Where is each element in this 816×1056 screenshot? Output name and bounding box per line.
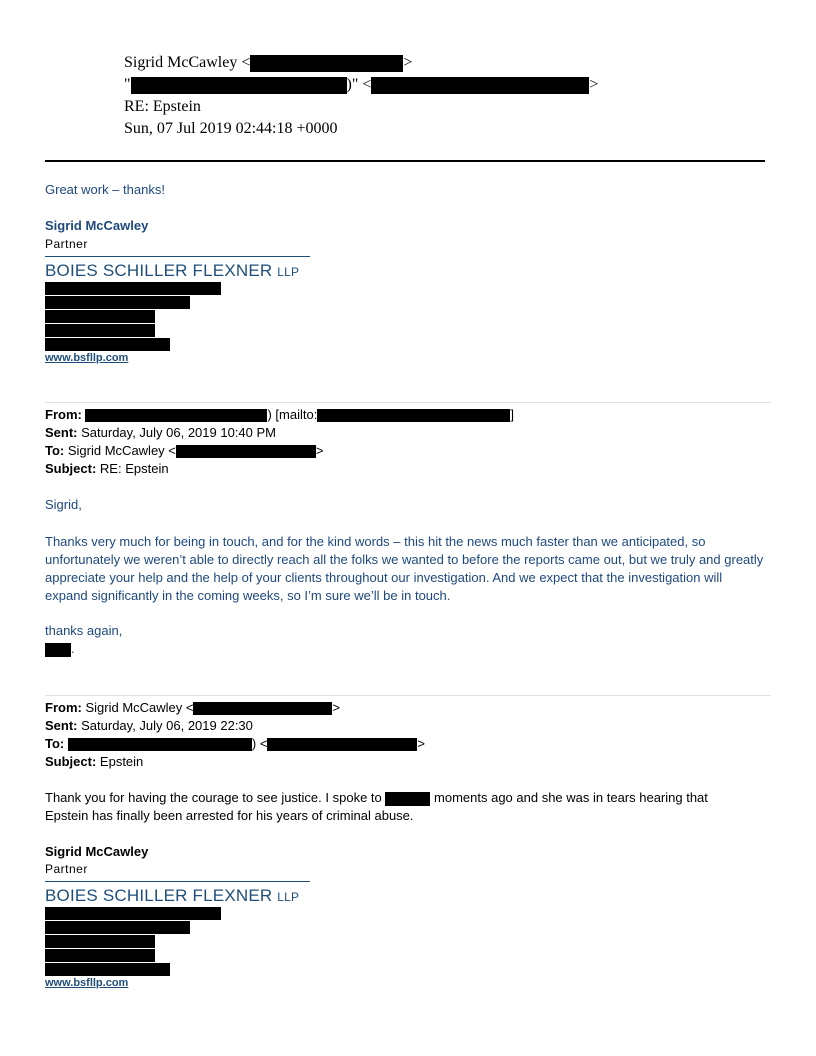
msg2-from-mid: ) [mailto:	[267, 407, 318, 422]
redaction-block	[45, 324, 155, 337]
msg2-to-row	[45, 443, 323, 458]
redaction-block	[250, 55, 403, 72]
msg3-from-row	[45, 700, 340, 715]
redaction-block	[371, 77, 589, 94]
signature-name: Sigrid McCawley	[45, 218, 149, 233]
msg2-to-label: To:	[45, 443, 65, 458]
msg3-from-value: Sigrid McCawley <	[85, 700, 194, 715]
redaction-block	[45, 338, 170, 351]
msg3-sent-value: Saturday, July 06, 2019 22:30	[81, 718, 253, 733]
message-separator	[45, 402, 771, 403]
header-to-close: >	[589, 76, 599, 93]
msg3-from-close: >	[332, 700, 341, 715]
message-separator	[45, 695, 771, 696]
redaction-block	[317, 409, 510, 422]
signature-rule-2	[45, 881, 310, 882]
msg3-body-part1: Thank you for having the courage to see justice. I spoke to	[45, 790, 382, 805]
firm-name: BOIES SCHILLER FLEXNER	[45, 261, 273, 280]
msg2-from-label: From:	[45, 407, 82, 422]
firm-suffix: LLP	[277, 265, 300, 279]
msg2-greeting: Sigrid,	[45, 497, 82, 512]
redaction-block	[131, 77, 347, 94]
msg3-subject-row	[45, 754, 143, 769]
redaction-block	[45, 310, 155, 323]
msg3-sent-label: Sent:	[45, 718, 78, 733]
website-link-2[interactable]: www.bsfllp.com	[45, 977, 129, 989]
signature-title: Partner	[45, 237, 88, 251]
redaction-block	[45, 963, 170, 976]
msg2-to-close: >	[315, 443, 324, 458]
msg2-signoff-tail: .	[71, 641, 75, 656]
msg2-from-row	[45, 407, 514, 422]
redaction-block	[193, 702, 332, 715]
redaction-block	[267, 738, 417, 751]
msg2-closing: thanks again,	[45, 623, 123, 638]
header-from-close: >	[403, 54, 413, 71]
msg3-to-label: To:	[45, 736, 65, 751]
msg2-sent-row	[45, 425, 276, 440]
msg2-sent-label: Sent:	[45, 425, 78, 440]
redaction-block	[45, 907, 221, 920]
header-to-mid: )" <	[346, 76, 372, 93]
header-divider	[45, 160, 765, 162]
redaction-block	[45, 921, 190, 934]
redaction-block	[45, 282, 221, 295]
redaction-block	[385, 792, 430, 806]
redaction-block	[45, 935, 155, 948]
msg3-subject-label: Subject:	[45, 754, 97, 769]
msg2-to-value: Sigrid McCawley <	[67, 443, 176, 458]
redaction-block	[68, 738, 252, 751]
redaction-block	[45, 296, 190, 309]
msg3-sent-row	[45, 718, 253, 733]
msg3-body-line1	[45, 790, 708, 806]
msg2-sent-value: Saturday, July 06, 2019 10:40 PM	[81, 425, 277, 440]
signature-title-2: Partner	[45, 862, 88, 876]
msg3-subject-value: Epstein	[99, 754, 144, 769]
msg2-from-close: ]	[510, 407, 514, 422]
header-to-open: "	[124, 76, 131, 93]
msg2-body: Thanks very much for being in touch, and for the kind words – this hit the news much faster than we anticipated, so unfortunately we weren’t able to directly reach all the folks we wanted to before the reports came out, but we truly and greatly appreciate your help and the help of your clients throughout our investigation. And we expect that the investigation will expand significantly in the coming weeks, so I’m sure we’ll be in touch.	[45, 534, 764, 603]
firm-logo-text-2	[45, 886, 299, 906]
firm-logo-text	[45, 261, 299, 281]
msg3-to-row	[45, 736, 425, 751]
redaction-block	[45, 949, 155, 962]
signature-name-2: Sigrid McCawley	[45, 844, 149, 859]
msg3-body-line2: Epstein has finally been arrested for his years of criminal abuse.	[45, 808, 414, 823]
msg2-subject-row	[45, 461, 169, 476]
header-date-value: Sun, 07 Jul 2019 02:44:18 +0000	[124, 120, 338, 137]
msg3-to-close: >	[417, 736, 426, 751]
msg3-from-label: From:	[45, 700, 82, 715]
redaction-block	[176, 445, 316, 458]
msg3-to-mid: ) <	[251, 736, 268, 751]
msg2-signoff	[45, 641, 75, 657]
signature-rule	[45, 256, 310, 257]
website-link[interactable]: www.bsfllp.com	[45, 352, 129, 364]
header-from-value: Sigrid McCawley <	[124, 54, 251, 71]
firm-name-2: BOIES SCHILLER FLEXNER	[45, 886, 273, 905]
firm-suffix-2: LLP	[277, 890, 300, 904]
msg2-subject-value: RE: Epstein	[99, 461, 169, 476]
reply-text: Great work – thanks!	[45, 182, 165, 197]
header-subject-value: RE: Epstein	[124, 98, 201, 115]
redaction-block	[85, 409, 267, 422]
msg3-body-part2: moments ago and she was in tears hearing that	[434, 790, 708, 805]
redaction-block	[45, 643, 71, 657]
msg2-subject-label: Subject:	[45, 461, 97, 476]
